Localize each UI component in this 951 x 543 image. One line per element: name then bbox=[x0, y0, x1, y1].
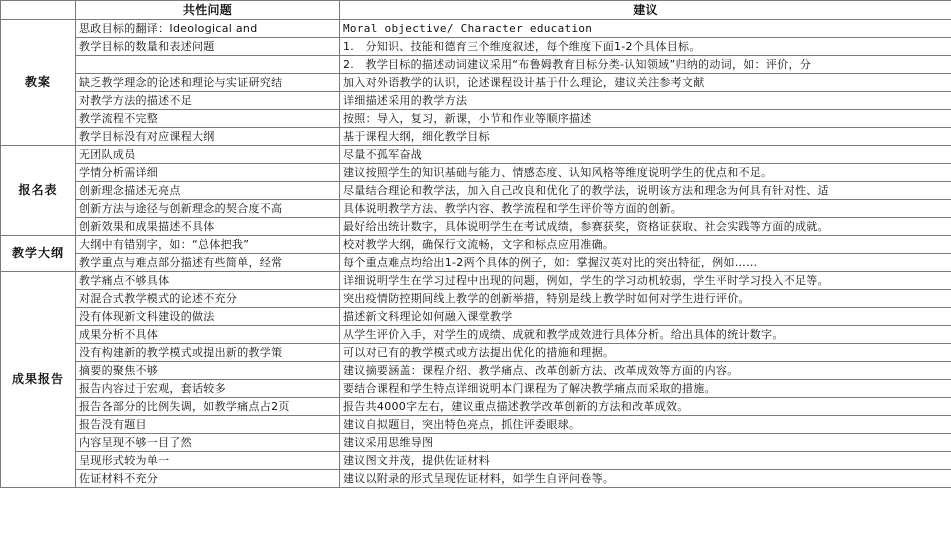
table-row bbox=[1, 380, 951, 398]
suggestion-cell[interactable]: 建议摘要涵盖：课程介绍、教学痛点、改革创新方法、改革成效等方面的内容。 bbox=[340, 362, 951, 380]
table-row bbox=[1, 398, 951, 416]
issue-cell[interactable]: 报告各部分的比例失调，如教学痛点占2页 bbox=[76, 398, 340, 416]
suggestion-cell[interactable]: 从学生评价入手，对学生的成绩、成就和教学成效进行具体分析。给出具体的统计数字。 bbox=[340, 326, 951, 344]
issue-cell[interactable]: 学情分析需详细 bbox=[76, 164, 340, 182]
suggestion-cell[interactable]: 突出疫情防控期间线上教学的创新举措，特别是线上教学时如何对学生进行评价。 bbox=[340, 290, 951, 308]
table-row bbox=[1, 272, 951, 290]
suggestion-cell[interactable]: 详细说明学生在学习过程中出现的问题，例如，学生的学习动机较弱，学生平时学习投入不足等。 bbox=[340, 272, 951, 290]
issue-cell[interactable]: 佐证材料不充分 bbox=[76, 470, 340, 488]
category-cell[interactable]: 教案 bbox=[1, 20, 76, 146]
suggestion-cell[interactable]: 建议采用思维导图 bbox=[340, 434, 951, 452]
issue-cell[interactable] bbox=[76, 56, 340, 74]
suggestion-cell[interactable]: 建议图文并茂，提供佐证材料 bbox=[340, 452, 951, 470]
issue-cell[interactable]: 教学重点与难点部分描述有些简单，经常 bbox=[76, 254, 340, 272]
table-row bbox=[1, 74, 951, 92]
table-row bbox=[1, 344, 951, 362]
header-issue-cell[interactable]: 共性问题 bbox=[76, 1, 340, 20]
table-row bbox=[1, 308, 951, 326]
table-row bbox=[1, 182, 951, 200]
issue-cell[interactable]: 教学流程不完整 bbox=[76, 110, 340, 128]
issue-cell[interactable]: 教学痛点不够具体 bbox=[76, 272, 340, 290]
table-row bbox=[1, 218, 951, 236]
table-row bbox=[1, 146, 951, 164]
header-corner-cell[interactable] bbox=[1, 1, 76, 20]
suggestion-cell[interactable]: Moral objective/ Character education bbox=[340, 20, 951, 38]
issue-cell[interactable]: 创新方法与途径与创新理念的契合度不高 bbox=[76, 200, 340, 218]
suggestion-cell[interactable]: 校对教学大纲，确保行文流畅，文字和标点应用准确。 bbox=[340, 236, 951, 254]
table-row bbox=[1, 326, 951, 344]
suggestion-cell[interactable]: 建议自拟题目，突出特色亮点，抓住评委眼球。 bbox=[340, 416, 951, 434]
suggestion-cell[interactable]: 尽量结合理论和教学法，加入自己改良和优化了的教学法，说明该方法和理念为何具有针对性、适 bbox=[340, 182, 951, 200]
suggestion-cell[interactable]: 1. 分知识、技能和德育三个维度叙述，每个维度下面1-2个具体目标。 bbox=[340, 38, 951, 56]
issue-cell[interactable]: 创新效果和成果描述不具体 bbox=[76, 218, 340, 236]
table-row bbox=[1, 20, 951, 38]
suggestion-cell[interactable]: 描述新文科理论如何融入课堂教学 bbox=[340, 308, 951, 326]
header-row bbox=[1, 1, 951, 20]
issue-cell[interactable]: 教学目标的数量和表述问题 bbox=[76, 38, 340, 56]
suggestion-cell[interactable]: 尽量不孤军奋战 bbox=[340, 146, 951, 164]
issue-cell[interactable]: 摘要的聚焦不够 bbox=[76, 362, 340, 380]
table-row bbox=[1, 470, 951, 488]
table-row bbox=[1, 200, 951, 218]
issue-cell[interactable]: 缺乏教学理念的论述和理论与实证研究结 bbox=[76, 74, 340, 92]
suggestion-cell[interactable]: 建议以附录的形式呈现佐证材料，如学生自评问卷等。 bbox=[340, 470, 951, 488]
suggestion-cell[interactable]: 可以对已有的教学模式或方法提出优化的措施和理据。 bbox=[340, 344, 951, 362]
table-row bbox=[1, 290, 951, 308]
category-cell[interactable]: 成果报告 bbox=[1, 272, 76, 488]
suggestion-cell[interactable]: 建议按照学生的知识基础与能力、情感态度、认知风格等维度说明学生的优点和不足。 bbox=[340, 164, 951, 182]
table-row bbox=[1, 128, 951, 146]
table-row bbox=[1, 38, 951, 56]
issue-cell[interactable]: 教学目标没有对应课程大纲 bbox=[76, 128, 340, 146]
issue-cell[interactable]: 对教学方法的描述不足 bbox=[76, 92, 340, 110]
issue-cell[interactable]: 成果分析不具体 bbox=[76, 326, 340, 344]
issue-cell[interactable]: 思政目标的翻译：Ideological and bbox=[76, 20, 340, 38]
issue-cell[interactable]: 没有体现新文科建设的做法 bbox=[76, 308, 340, 326]
suggestion-cell[interactable]: 每个重点难点均给出1-2两个具体的例子，如：掌握汉英对比的突出特征，例如…… bbox=[340, 254, 951, 272]
table-row bbox=[1, 434, 951, 452]
issue-cell[interactable]: 没有构建新的教学模式或提出新的教学策 bbox=[76, 344, 340, 362]
table-row bbox=[1, 452, 951, 470]
suggestion-cell[interactable]: 要结合课程和学生特点详细说明本门课程为了解决教学痛点而采取的措施。 bbox=[340, 380, 951, 398]
issue-cell[interactable]: 对混合式教学模式的论述不充分 bbox=[76, 290, 340, 308]
suggestion-cell[interactable]: 加入对外语教学的认识，论述课程设计基于什么理论，建议关注参考文献 bbox=[340, 74, 951, 92]
suggestion-cell[interactable]: 报告共4000字左右，建议重点描述教学改革创新的方法和改革成效。 bbox=[340, 398, 951, 416]
issue-cell[interactable]: 大纲中有错别字，如：“总体把我” bbox=[76, 236, 340, 254]
issue-cell[interactable]: 无团队成员 bbox=[76, 146, 340, 164]
table-row bbox=[1, 416, 951, 434]
issue-cell[interactable]: 报告内容过于宏观，套话较多 bbox=[76, 380, 340, 398]
issue-cell[interactable]: 呈现形式较为单一 bbox=[76, 452, 340, 470]
issue-cell[interactable]: 内容呈现不够一目了然 bbox=[76, 434, 340, 452]
table-row bbox=[1, 362, 951, 380]
issue-cell[interactable]: 创新理念描述无亮点 bbox=[76, 182, 340, 200]
category-cell[interactable]: 教学大纲 bbox=[1, 236, 76, 272]
suggestion-cell[interactable]: 具体说明教学方法、教学内容、教学流程和学生评价等方面的创新。 bbox=[340, 200, 951, 218]
table-row bbox=[1, 110, 951, 128]
suggestion-cell[interactable]: 基于课程大纲，细化教学目标 bbox=[340, 128, 951, 146]
suggestion-cell[interactable]: 最好给出统计数字，具体说明学生在考试成绩，参赛获奖，资格证获取、社会实践等方面的成就。 bbox=[340, 218, 951, 236]
header-suggestion-cell[interactable]: 建议 bbox=[340, 1, 951, 20]
table-row bbox=[1, 56, 951, 74]
issue-cell[interactable]: 报告没有题目 bbox=[76, 416, 340, 434]
table-row bbox=[1, 254, 951, 272]
table-row bbox=[1, 236, 951, 254]
suggestion-cell[interactable]: 2. 教学目标的描述动词建议采用“布鲁姆教育目标分类-认知领域”归纳的动词，如：评价，分 bbox=[340, 56, 951, 74]
table-row bbox=[1, 164, 951, 182]
category-cell[interactable]: 报名表 bbox=[1, 146, 76, 236]
table-row bbox=[1, 92, 951, 110]
suggestion-cell[interactable]: 按照：导入，复习，新课，小节和作业等顺序描述 bbox=[340, 110, 951, 128]
suggestion-cell[interactable]: 详细描述采用的教学方法 bbox=[340, 92, 951, 110]
